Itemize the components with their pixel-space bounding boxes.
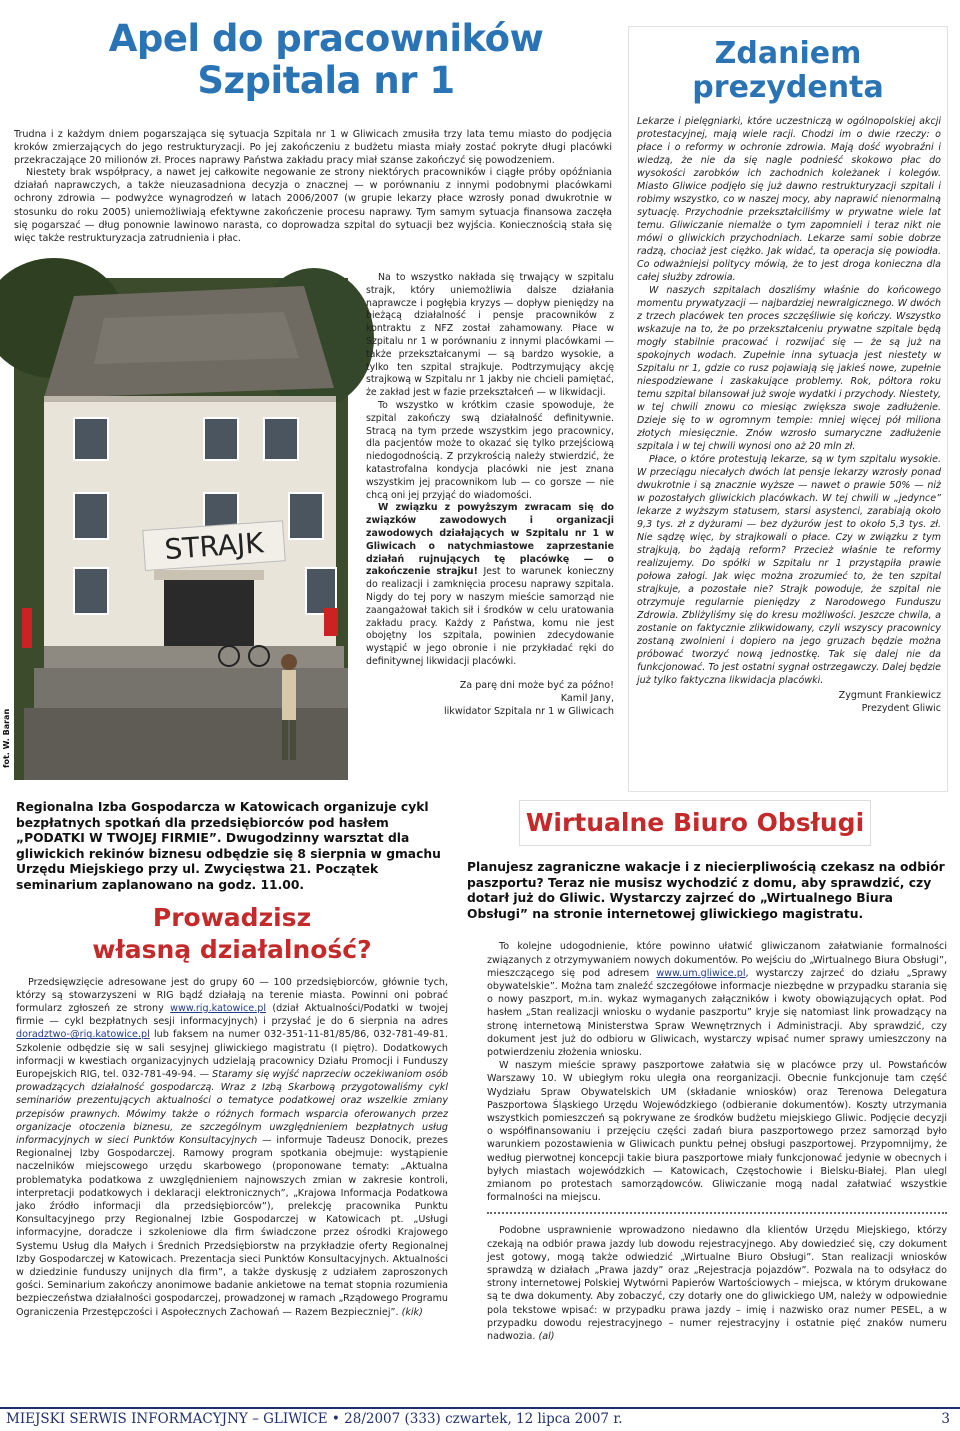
wbo-text-1a: To kolejne udogodnienie, które powinno ułatwić gliwiczanom załatwianie formalności związanych z otrzymywaniem nowych dokumentów. Po wejściu do „Wirtualnego Biura Obsługi”, mieszczącego się pod adresem xyxy=(487,941,947,979)
apel-intro-text: Trudna i z każdym dniem pogarszająca się sytuacja Szpitala nr 1 w Gliwicach zmusiła trzy lata temu miasto do podjęcia kroków zmierzających do jego restrukturyzacji. Po jej zakończeniu z budżetu miasta miały zostać pokryte długi placówki przekraczające 20 milionów zł. Proces naprawy Państwa zakładu pracy miał szanse zakończyć się powodzeniem. xyxy=(14,129,612,167)
page-number: 3 xyxy=(941,1411,950,1427)
rig-title-line2: własną działalność? xyxy=(92,934,372,964)
apel-paragraph-r2: To wszystko w krótkim czasie spowoduje, że szpital zakończy swą działalność definitywnie. Stracą na tym przede wszystkim jego pracownicy, dla pacjentów może to okazać się tylko przejściową niedogodnością. Z przykrością należy stwierdzić, że katastrofalna kondycja placówki nie jest znana wszystkim jej pracownikom lub — co gorsze — nie chcą oni jej przyjąć do wiadomości. xyxy=(366,399,614,501)
president-body xyxy=(637,115,941,715)
president-paragraph-3: Płace, o które protestują lekarze, są w tym szpitalu wysokie. W przeciągu niecałych dwóch lat pensje lekarzy wzrosły ponad dwukrotnie i są znacznie wyższe — nawet o prawie 50% — niż w pozostałych gliwickich placówkach. W tej chwili w „jedynce” lekarze z wyższym statusem, starsi asystenci, zarabiają około 9,3 tys. zł z dyżurami — bez dyżurów jest to około 5,3 tys. zł. Nie sądzę więc, by strajkowali o płace. Czy w związku z tym strajkują, bo żądają reform? Przecież właśnie te reformy realizujemy. Do spółki w Szpitalu nr 1 przystąpiła prawie połowa załogi. Jak więc można zrozumieć to, że ten szpital strajkuje, a pozostałe nie? Strajk powoduje, że szpital nie otrzymuje regularnie pieniędzy z Narodowego Funduszu Zdrowia. Zbliżyliśmy się do kresu możliwości. Jeszcze chwila, a zostanie on faktycznie zlikwidowany, czyli wszyscy pracownicy zostaną zwolnieni i dopiero na jego gruzach będzie można próbować tworzyć nową jednostkę. Tak się dalej nie da funkcjonować. To jest ostatni sygnał ostrzegawczy. Dalej będzie już tylko faktyczna likwidacja placówki. xyxy=(637,454,941,686)
president-signature-name: Zygmunt Frankiewicz xyxy=(838,690,941,701)
rig-text-1: Przedsięwzięcie adresowane jest do grupy 60 — 100 przedsiębiorców, głównie tych, którzy są stowarzyszeni w RIG bądź działają na terenie miasta. Powinni oni pobrać formularz zgłoszeń ze strony xyxy=(16,976,448,1014)
rig-website-link[interactable]: www.rig.katowice.pl xyxy=(170,1002,267,1014)
apel-paragraph-r1: Na to wszystko nakłada się trwający w szpitalu strajk, który uniemożliwia dalsze działania naprawcze i pogłębia kryzys — dopływ pieniędzy na bieżącą działalność i pensje pracowników z kontraktu z NFZ został zahamowany. Płace w Szpitalu nr 1 w porównaniu z innymi placówkami — także przekształcanymi — są bardzo wysokie, a tylko ten szpital strajkuje. Podtrzymujący akcję strajkową w Szpitalu nr 1 jakby nie chcieli pamiętać, że zakład jest w fazie przekształceń — w likwidacji. xyxy=(366,272,614,399)
apel-title-line1: Apel do pracowników xyxy=(108,17,544,60)
apel-title xyxy=(96,18,556,102)
rig-email-link[interactable]: doradztwo-@rig.katowice.pl xyxy=(16,1029,150,1041)
rig-text-3: lub faksem na numer 032-351-11-81/85/86, 032-781-49-81. Szkolenie odbędzie się w sali sesyjnej gliwickiego magistratu (I piętro). Dodatkowych informacji w kwestiach organizacyjnych udzielają pracownicy Działu Promocji i Funduszy Europejskich RIG, tel. 032-781-49-94. xyxy=(16,1029,448,1080)
apel-article xyxy=(2,10,615,788)
apel-paragraph-r3 xyxy=(366,502,614,668)
wbo-paragraph-3 xyxy=(487,1224,947,1343)
hospital-photo xyxy=(2,278,348,780)
apel-title-line2: Szpitala nr 1 xyxy=(197,59,455,102)
apel-signature-line1: Za parę dni może być za późno! xyxy=(459,679,614,691)
wbo-article xyxy=(467,800,947,1343)
strajk-banner-text: STRAJK xyxy=(163,526,265,567)
apel-appeal-bold: W związku z powyższym zwracam się do związków zawodowych i organizacji zawodowych działających w Szpitalu nr 1 w Gliwicach o natychmiastowe zaprzestanie działań rujnujących tę placówkę — o zakończenie strajku! xyxy=(366,502,614,578)
apel-signature xyxy=(366,679,614,718)
president-paragraph-1: Lekarze i pielęgniarki, które uczestniczą w ogólnopolskiej akcji protestacyjnej, mają wiele racji. Chodzi im o dwie rzeczy: o płace i o reformy w ochronie zdrowia. Mają dość wyobraźni i wiedzą, że nie da się nagle podnieść skokowo płac do wysokości zarobków ich zachodnich koleżanek i kolegów. Miasto Gliwice podjęło się już dawno restrukturyzacji szpitali i robimy wszystko, co w naszej mocy, aby naprawić nienormalną sytuację. Przychodnie przekształciliśmy w prywatne wiele lat temu. Gliwiczanie niemalże o tym zapomnieli i teraz nikt nie mówi o gliwickich przychodniach. Lekarze sami sobie dobrze radzą, chociaż jest ciężko. Jak widać, ta operacja się powiodła. Co odważniejsi politycy mówią, że to jest droga koniecznа dla całej służby zdrowia. xyxy=(637,116,941,283)
photo-credit: fot. W. Baran xyxy=(2,708,11,768)
rig-lead: Regionalna Izba Gospodarcza w Katowicach organizuje cykl bezpłatnych spotkań dla przedsiębiorców pod hasłem „PODATKI W TWOJEJ FIRMIE”. Dwugodzinny warsztat dla gliwickich rekinów biznesu odbędzie się 8 sierpnia w gmachu Urzędu Miejskiego przy ul. Zwycięstwa 21. Początek seminarium zaplanowano na godz. 11.00. xyxy=(16,800,441,892)
wbo-body xyxy=(467,940,947,1343)
president-signature xyxy=(637,689,941,715)
president-signature-role: Prezydent Gliwic xyxy=(861,703,941,714)
president-title-line1: Zdaniem xyxy=(714,36,862,71)
dotted-divider xyxy=(487,1212,947,1214)
wbo-text-3: Podobne usprawnienie wprowadzono niedawno dla klientów Urzędu Miejskiego, którzy czekają na odbiór prawa jazdy lub dowodu rejestracyjnego. Aby dowiedzieć się, czy dokument jest gotowy, mogą także odwiedzić „Wirtualne Biuro Obsługi”. Stan realizacji wniosków sprawdzą w działach „Prawa jazdy” oraz „Rejestracja pojazdów”. Pozwala na to odsyłacz do strony internetowej Polskiej Wytwórni Papierów Wartościowych – miejsca, w którym drukowane są te dwa dokumenty. Aby zobaczyć, czy dotarły one do gliwickiego UM, należy w odpowiednie pola tekstowe wpisać: w przypadku prawa jazdy – imię i nazwisko oraz numer PESEL, a w przypadku dowodu rejestracyjnego – numer rejestracyjny i ostatnie pięć znaków numeru nadwozia. xyxy=(487,1225,947,1343)
hospital-photo-illustration xyxy=(14,278,348,780)
rig-article xyxy=(16,800,448,1319)
wbo-text-1b: , wystarczy zajrzeć do działu „Sprawy obywatelskie”. Można tam znaleźć szczegółowe informacje niezbędne w przypadku starania się o nowy paszport, m.in. wykaz wymaganych załączników i kwoty obowiązujących opłat. Pod hasłem „Stan realizacji wniosku o wydanie paszportu” kryje się natomiast link prowadzący na stronę internetową Ministerstwa Spraw Wewnętrznych i Administracji. Aby sprawdzić, czy dokument jest już do odbioru w Gliwicach, wystarczy wpisać numer sprawy umieszczony na potwierdzeniu złożenia wniosku. xyxy=(487,967,947,1058)
wbo-title: Wirtualne Biuro Obsługi xyxy=(519,800,871,846)
rig-text-4: — informuje Tadeusz Donocik, prezes Regionalnej Izby Gospodarczej. Ramowy program spotkania obejmuje: wystąpienie naczelników miejscowego urzędu skarbowego (proponowane tematy: „Aktualna problematyka podatkowa z uwzględnieniem najnowszych zmian w zakresie kontroli, interpretacji podatkowych i deklaracji elektronicznych”, „Krajowa Informacja Podatkowa jako źródło informacji dla przedsiębiorców”), prelekcję pracownika Punktu Konsultacyjnego przy Regionalnej Izbie Gospodarczej w Katowicach pt. „Usługi informacyjne, doradcze i szkoleniowe dla firm świadczone przez ośrodki Krajowego Systemu Usług dla Małych i Średnich Przedsiębiorstw na przykładzie oferty Regionalnej Izby Gospodarczej w Katowicach. Prezentacja sieci Punktów Konsultacyjnych. Aktualności w dziedzinie funduszy unijnych dla firm”, a także dyskusję z udziałem zaproszonych gości. Seminarium zakończy anonimowe badanie ankietowe na temat stopnia rozumienia bezpieczeństwa działalności gospodarczej, prowadzonej w ramach „Rządowego Programu Ograniczenia Przestępczości i Aspołecznych Zachowań — Razem Bezpieczniej”. xyxy=(16,1135,448,1318)
rig-signature: (kik) xyxy=(401,1306,423,1318)
wbo-website-link[interactable]: www.um.gliwice.pl xyxy=(656,967,746,979)
apel-body-right xyxy=(366,272,614,718)
wbo-paragraph-2: W naszym mieście sprawy paszportowe załatwia się w placówce przy ul. Powstańców Warszawy 10. W ubiegłym roku uległa ona reorganizacji. Obecnie funkcjonuje tam część Wydziału Spraw Obywatelskich UM (składanie wniosków) oraz Terenowa Delegatura Paszportowa Śląskiego Urzędu Wojewódzkiego (odbieranie dokumentów). Koszty utrzymania wszystkich pomieszczeń są pokrywane ze środków budżetu miejskiego Gliwic. Podjęcie decyzji o współfinansowaniu i przejęciu części zadań biura paszportowego przez samorząd było warunkiem pozostawienia w Gliwicach punktu pełnej obsługi paszportowej. Przypomnijmy, że według pierwotnej koncepcji takie biura paszportowe miały funkcjonować jedynie w obecnych i byłych miastach wojewódzkich — Katowicach, Częstochowie i Bielsku-Białej. Plan ulegl zmianom po protestach samorządowców. Gliwiczanie mogą nadal załatwiać wszystkie formalności na miejscu. xyxy=(487,1060,947,1204)
rig-quote: — Staramy się wyjść naprzeciw oczekiwaniom osób prowadzących działalność gospodarczą. Wraz z Izbą Skarbową przygotowaliśmy cykl seminariów prezentujących aktualności o tematyce podatkowej oraz wszelkie zmiany przepisów prawnych. Mówimy także o różnych formach wsparcia oferowanych przez organizacje otoczenia biznesu, ze szczególnym uwzględnieniem bezpłatnych usług informacyjnych w sieci Punktów Konsultacyjnych xyxy=(16,1068,448,1146)
apel-appeal-rest: Jest to warunek konieczny do realizacji i zamknięcia procesu naprawy szpitala. Nigdy do tej pory w naszym mieście samorząd nie zaangażował takich sił i środków w celu uratowania zakładu pracy. Każdy z Państwa, komu nie jest obojętny los szpitala, powinien zdecydowanie wystąpić w jego obronie i nie przykładać ręki do definitywnej likwidacji placówki. xyxy=(366,566,615,667)
apel-body-top xyxy=(14,166,612,245)
rig-title xyxy=(16,902,448,966)
wbo-signature: (al) xyxy=(538,1331,555,1343)
president-title xyxy=(629,37,947,105)
footer-publication: MIEJSKI SERWIS INFORMACYJNY – GLIWICE • 28/2007 (333) czwartek, 12 lipca 2007 r. xyxy=(6,1411,623,1427)
apel-signature-line2: Kamil Jany, xyxy=(560,692,614,704)
president-paragraph-2: W naszych szpitalach doszliśmy właśnie do końcowego momentu prywatyzacji — najbardziej newralgicznego. W dwóch z trzech placówek ten proces szczęśliwie się kończy. Wszystko wskazuje na to, że po przekształceniu prywatne szpitale będą mogły stabilnie pracować i rozwijać się — że są już na spokojnych wodach. Zupełnie inna sytuacja jest niestety w Szpitalu nr 1, gdzie co rusz pojawiają się jakieś nowe, zupełnie niespodziewane i zaskakujące problemy. Rok, półtora roku temu szpital bilansował już swoje wydatki i przychody. Niestety, w tej chwili znowu co miesiąc zwiększa swoje zadłużenie. Dzieje się to w ogromnym tempie: mniej więcej pół miliona złotych miesięcznie. Znów wzrosło sumaryczne zadłużenie szpitala i w tej chwili wynosi ono aż 20 mln zł. xyxy=(637,285,941,452)
apel-intro xyxy=(14,128,612,168)
president-column xyxy=(628,26,948,792)
rig-title-line1: Prowadzisz xyxy=(152,902,312,932)
rig-paragraph xyxy=(16,976,448,1319)
page-footer xyxy=(0,1407,960,1431)
rig-body xyxy=(16,976,448,1319)
wbo-lead: Planujesz zagraniczne wakacje i z niecierpliwością czekasz na odbiór paszportu? Teraz nie musisz wychodzić z domu, aby sprawdzić, czy dotarł już do Gliwic. Wystarczy zajrzeć do „Wirtualnego Biura Obsługi” na stronie internetowej gliwickiego magistratu. xyxy=(467,860,945,921)
rig-text-2: (dział Aktualności/Podatki w twojej firmie — cykl bezpłatnych sesji informacyjnych) i przysłać je do 6 sierpnia na adres xyxy=(16,1002,448,1028)
apel-signature-line3: likwidator Szpitala nr 1 w Gliwicach xyxy=(443,705,614,717)
president-title-line2: prezydenta xyxy=(692,70,884,105)
apel-paragraph-1: Niestety brak współpracy, a nawet jej całkowite negowanie ze strony niektórych pracowników i ciągłe próby opóźniania działań naprawczych, a także nieuzasadniona decyzja o znacznej — w porównaniu z innymi podobnymi placówkami ochrony zdrowia — podwyżce wynagrodzeń w latach 2006/2007 (w grupie lekarzy płace wzrosły ponad dwukrotnie w stosunku do roku 2005) uniemożliwiają efektywne zakończenie procesu naprawy. Tym samym sytuacja finansowa zaczęła się pogarszać — dług ponownie lawinowo narasta, co doprowadza szpital do sytuacji bez wyjścia. Koniecznością stała się więc także restrukturyzacja zatrudnienia i płac. xyxy=(14,167,612,245)
wbo-paragraph-1 xyxy=(487,940,947,1059)
